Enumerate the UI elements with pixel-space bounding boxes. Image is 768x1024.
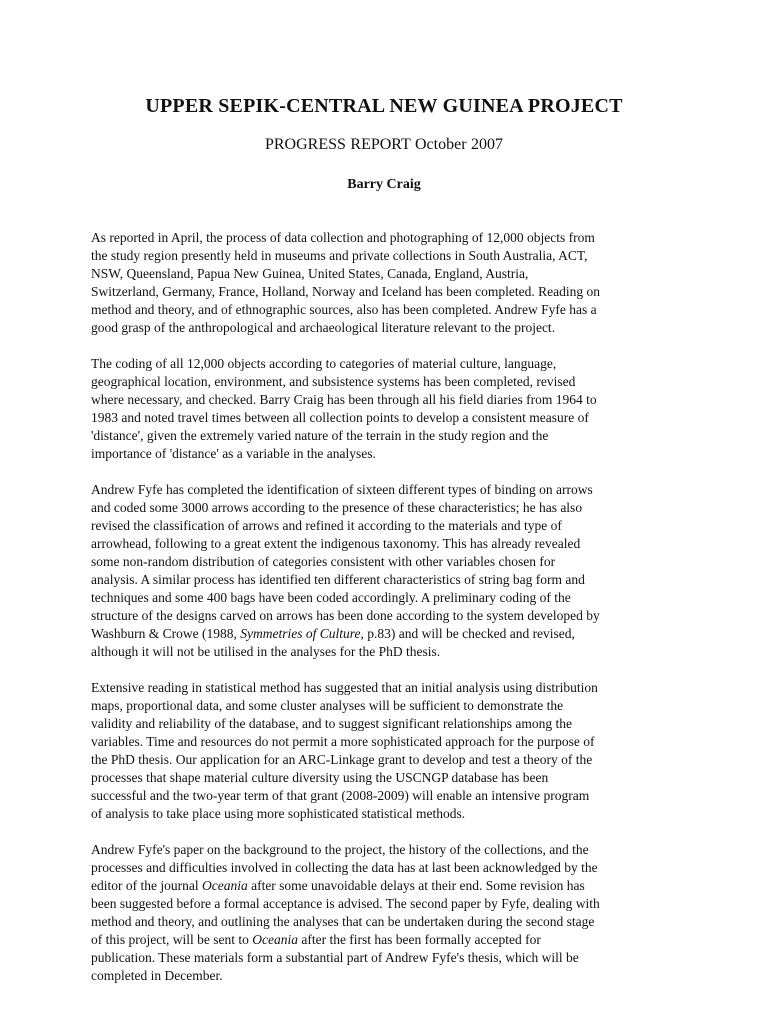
paragraph-line [91,355,691,373]
paragraph-line [91,589,691,607]
paragraph-line [91,607,691,625]
italic-title: Symmetries of Culture [240,626,361,641]
line-text: although it will not be utilised in the analyses for the PhD thesis. [91,644,441,659]
line-text: publication. These materials form a substantial part of Andrew Fyfe's thesis, which will be [91,950,579,965]
line-text: method and theory, and of ethnographic sources, also has been completed. Andrew Fyfe has a [91,302,597,317]
italic-title: Oceania [201,878,248,893]
line-text: geographical location, environment, and subsistence systems has been completed, revised [91,374,576,389]
line-text: techniques and some 400 bags have been coded accordingly. A preliminary coding of the [91,590,571,605]
line-text: where necessary, and checked. Barry Craig has been through all his field diaries from 1964 to [91,392,597,407]
line-text: and coded some 3000 arrows according to the presence of these characteristics; he has also [91,500,583,515]
line-text: maps, proportional data, and some cluster analyses will be sufficient to demonstrate the [91,698,564,713]
line-text: Switzerland, Germany, France, Holland, Norway and Iceland has been completed. Reading on [91,284,600,299]
line-text: NSW, Queensland, Papua New Guinea, United States, Canada, England, Austria, [91,266,529,281]
paragraph-line [91,445,691,463]
paragraph-line [91,769,691,787]
paragraph-line [91,535,691,553]
line-text: completed in December. [91,968,223,983]
body-paragraph [91,679,691,823]
body-paragraph [91,229,691,337]
line-text: some non-random distribution of categories consistent with other variables chosen for [91,554,556,569]
line-text: after some unavoidable delays at their end. Some revision has [247,878,585,893]
line-text: 1983 and noted travel times between all collection points to develop a consistent measure of [91,410,589,425]
line-text: after the first has been formally accepted for [297,932,541,947]
paragraph-line [91,391,691,409]
paragraph-line [91,301,691,319]
line-text: the study region presently held in museums and private collections in South Australia, ACT, [91,248,588,263]
paragraph-line [91,373,691,391]
paragraph-line [91,751,691,769]
line-text: importance of 'distance' as a variable in the analyses. [91,446,376,461]
paragraph-line [91,895,691,913]
line-text: As reported in April, the process of data collection and photographing of 12,000 objects from [91,230,595,245]
line-text: good grasp of the anthropological and archaeological literature relevant to the project. [91,320,556,335]
paragraph-line [91,229,691,247]
paragraph-line [91,481,691,499]
paragraph-line [91,553,691,571]
italic-title: Oceania [252,932,298,947]
report-body [91,229,691,985]
line-text: revised the classification of arrows and refined it according to the materials and type of [91,518,562,533]
body-paragraph [91,355,691,463]
paragraph-line [91,319,691,337]
paragraph-line [91,283,691,301]
line-text: 'distance', given the extremely varied nature of the terrain in the study region and the [91,428,549,443]
line-text: Washburn & Crowe (1988, [91,626,241,641]
body-paragraph [91,841,691,985]
paragraph-line [91,643,691,661]
line-text: Andrew Fyfe's paper on the background to the project, the history of the collections, and the [91,842,589,857]
document-title: UPPER SEPIK-CENTRAL NEW GUINEA PROJECT [145,95,623,117]
line-text: variables. Time and resources do not permit a more sophisticated approach for the purpose of [91,734,595,749]
document-subtitle: PROGRESS REPORT October 2007 [264,136,504,153]
line-text: successful and the two-year term of that grant (2008-2009) will enable an intensive program [91,788,590,803]
paragraph-line [91,859,691,877]
paragraph-line [91,805,691,823]
line-text: structure of the designs carved on arrows has been done according to the system developed by [91,608,600,623]
paragraph-line [91,265,691,283]
paragraph-line [91,571,691,589]
author-name: Barry Craig [347,177,421,192]
line-text: been suggested before a formal acceptance is advised. The second paper by Fyfe, dealing with [91,896,600,911]
paragraph-line [91,409,691,427]
paragraph-line [91,913,691,931]
body-paragraph [91,481,691,661]
line-text: The coding of all 12,000 objects according to categories of material culture, language, [91,356,557,371]
line-text: , p.83) and will be checked and revised, [360,626,575,641]
paragraph-line [91,517,691,535]
paragraph-line [91,679,691,697]
line-text: validity and reliability of the database, and to suggest significant relationships among the [91,716,573,731]
line-text: processes that shape material culture diversity using the USCNGP database has been [91,770,549,785]
paragraph-line [91,949,691,967]
line-text: editor of the journal [91,878,202,893]
line-text: Extensive reading in statistical method has suggested that an initial analysis using distribution [91,680,598,695]
paragraph-line [91,625,691,643]
paragraph-line [91,787,691,805]
paragraph-line [91,967,691,985]
line-text: analysis. A similar process has identified ten different characteristics of string bag form and [91,572,585,587]
paragraph-line [91,247,691,265]
paragraph-line [91,841,691,859]
line-text: method and theory, and outlining the analyses that can be undertaken during the second stage [91,914,595,929]
paragraph-line [91,715,691,733]
line-text: of analysis to take place using more sophisticated statistical methods. [91,806,466,821]
paragraph-line [91,733,691,751]
paragraph-line [91,931,691,949]
line-text: processes and difficulties involved in collecting the data has at last been acknowledged by the [91,860,598,875]
paragraph-line [91,499,691,517]
line-text: of this project, will be sent to [91,932,253,947]
line-text: arrowhead, following to a great extent the indigenous taxonomy. This has already revealed [91,536,581,551]
paragraph-line [91,877,691,895]
paragraph-line [91,697,691,715]
paragraph-line [91,427,691,445]
line-text: Andrew Fyfe has completed the identification of sixteen different types of binding on arrows [91,482,593,497]
line-text: the PhD thesis. Our application for an ARC-Linkage grant to develop and test a theory of the [91,752,593,767]
